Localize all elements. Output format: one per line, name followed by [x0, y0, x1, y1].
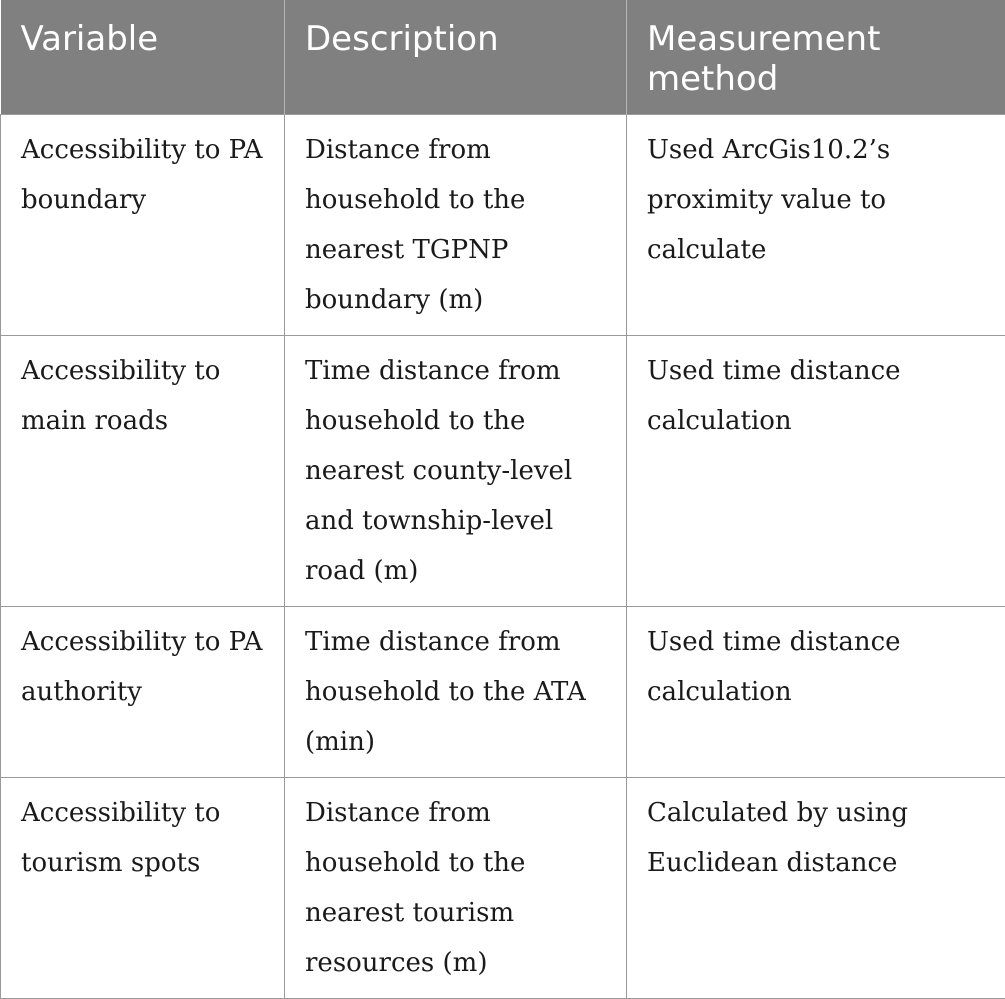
table-body [1, 114, 1005, 998]
cell-description-text: Distance from household to the nearest TGPNP boundary (m) [305, 125, 606, 325]
cell-description [285, 335, 627, 606]
cell-description [285, 777, 627, 998]
cell-method [627, 606, 1005, 777]
cell-method [627, 114, 1005, 335]
table-row [1, 606, 1005, 777]
cell-method [627, 335, 1005, 606]
cell-method-text: Calculated by using Euclidean distance [647, 788, 985, 888]
table-row [1, 114, 1005, 335]
cell-variable-text: Accessibility to PA boundary [21, 125, 264, 225]
header-variable: Variable [1, 0, 285, 114]
cell-method [627, 777, 1005, 998]
cell-description-text: Time distance from household to the ATA (min) [305, 617, 606, 767]
cell-variable [1, 606, 285, 777]
cell-variable [1, 114, 285, 335]
cell-variable-text: Accessibility to main roads [21, 346, 264, 446]
header-measurement-method: Measurement method [627, 0, 1005, 114]
cell-variable [1, 777, 285, 998]
cell-description-text: Time distance from household to the nearest county-level and township-level road (m) [305, 346, 606, 596]
cell-variable-text: Accessibility to tourism spots [21, 788, 264, 888]
cell-method-text: Used ArcGis10.2’s proximity value to calculate [647, 125, 985, 275]
cell-method-text: Used time distance calculation [647, 346, 985, 446]
table-header [1, 0, 1005, 114]
cell-description [285, 606, 627, 777]
table-row [1, 335, 1005, 606]
cell-variable-text: Accessibility to PA authority [21, 617, 264, 717]
header-row [1, 0, 1005, 114]
cell-description [285, 114, 627, 335]
cell-method-text: Used time distance calculation [647, 617, 985, 717]
table-row [1, 777, 1005, 998]
header-description: Description [285, 0, 627, 114]
cell-description-text: Distance from household to the nearest tourism resources (m) [305, 788, 606, 988]
cell-variable [1, 335, 285, 606]
